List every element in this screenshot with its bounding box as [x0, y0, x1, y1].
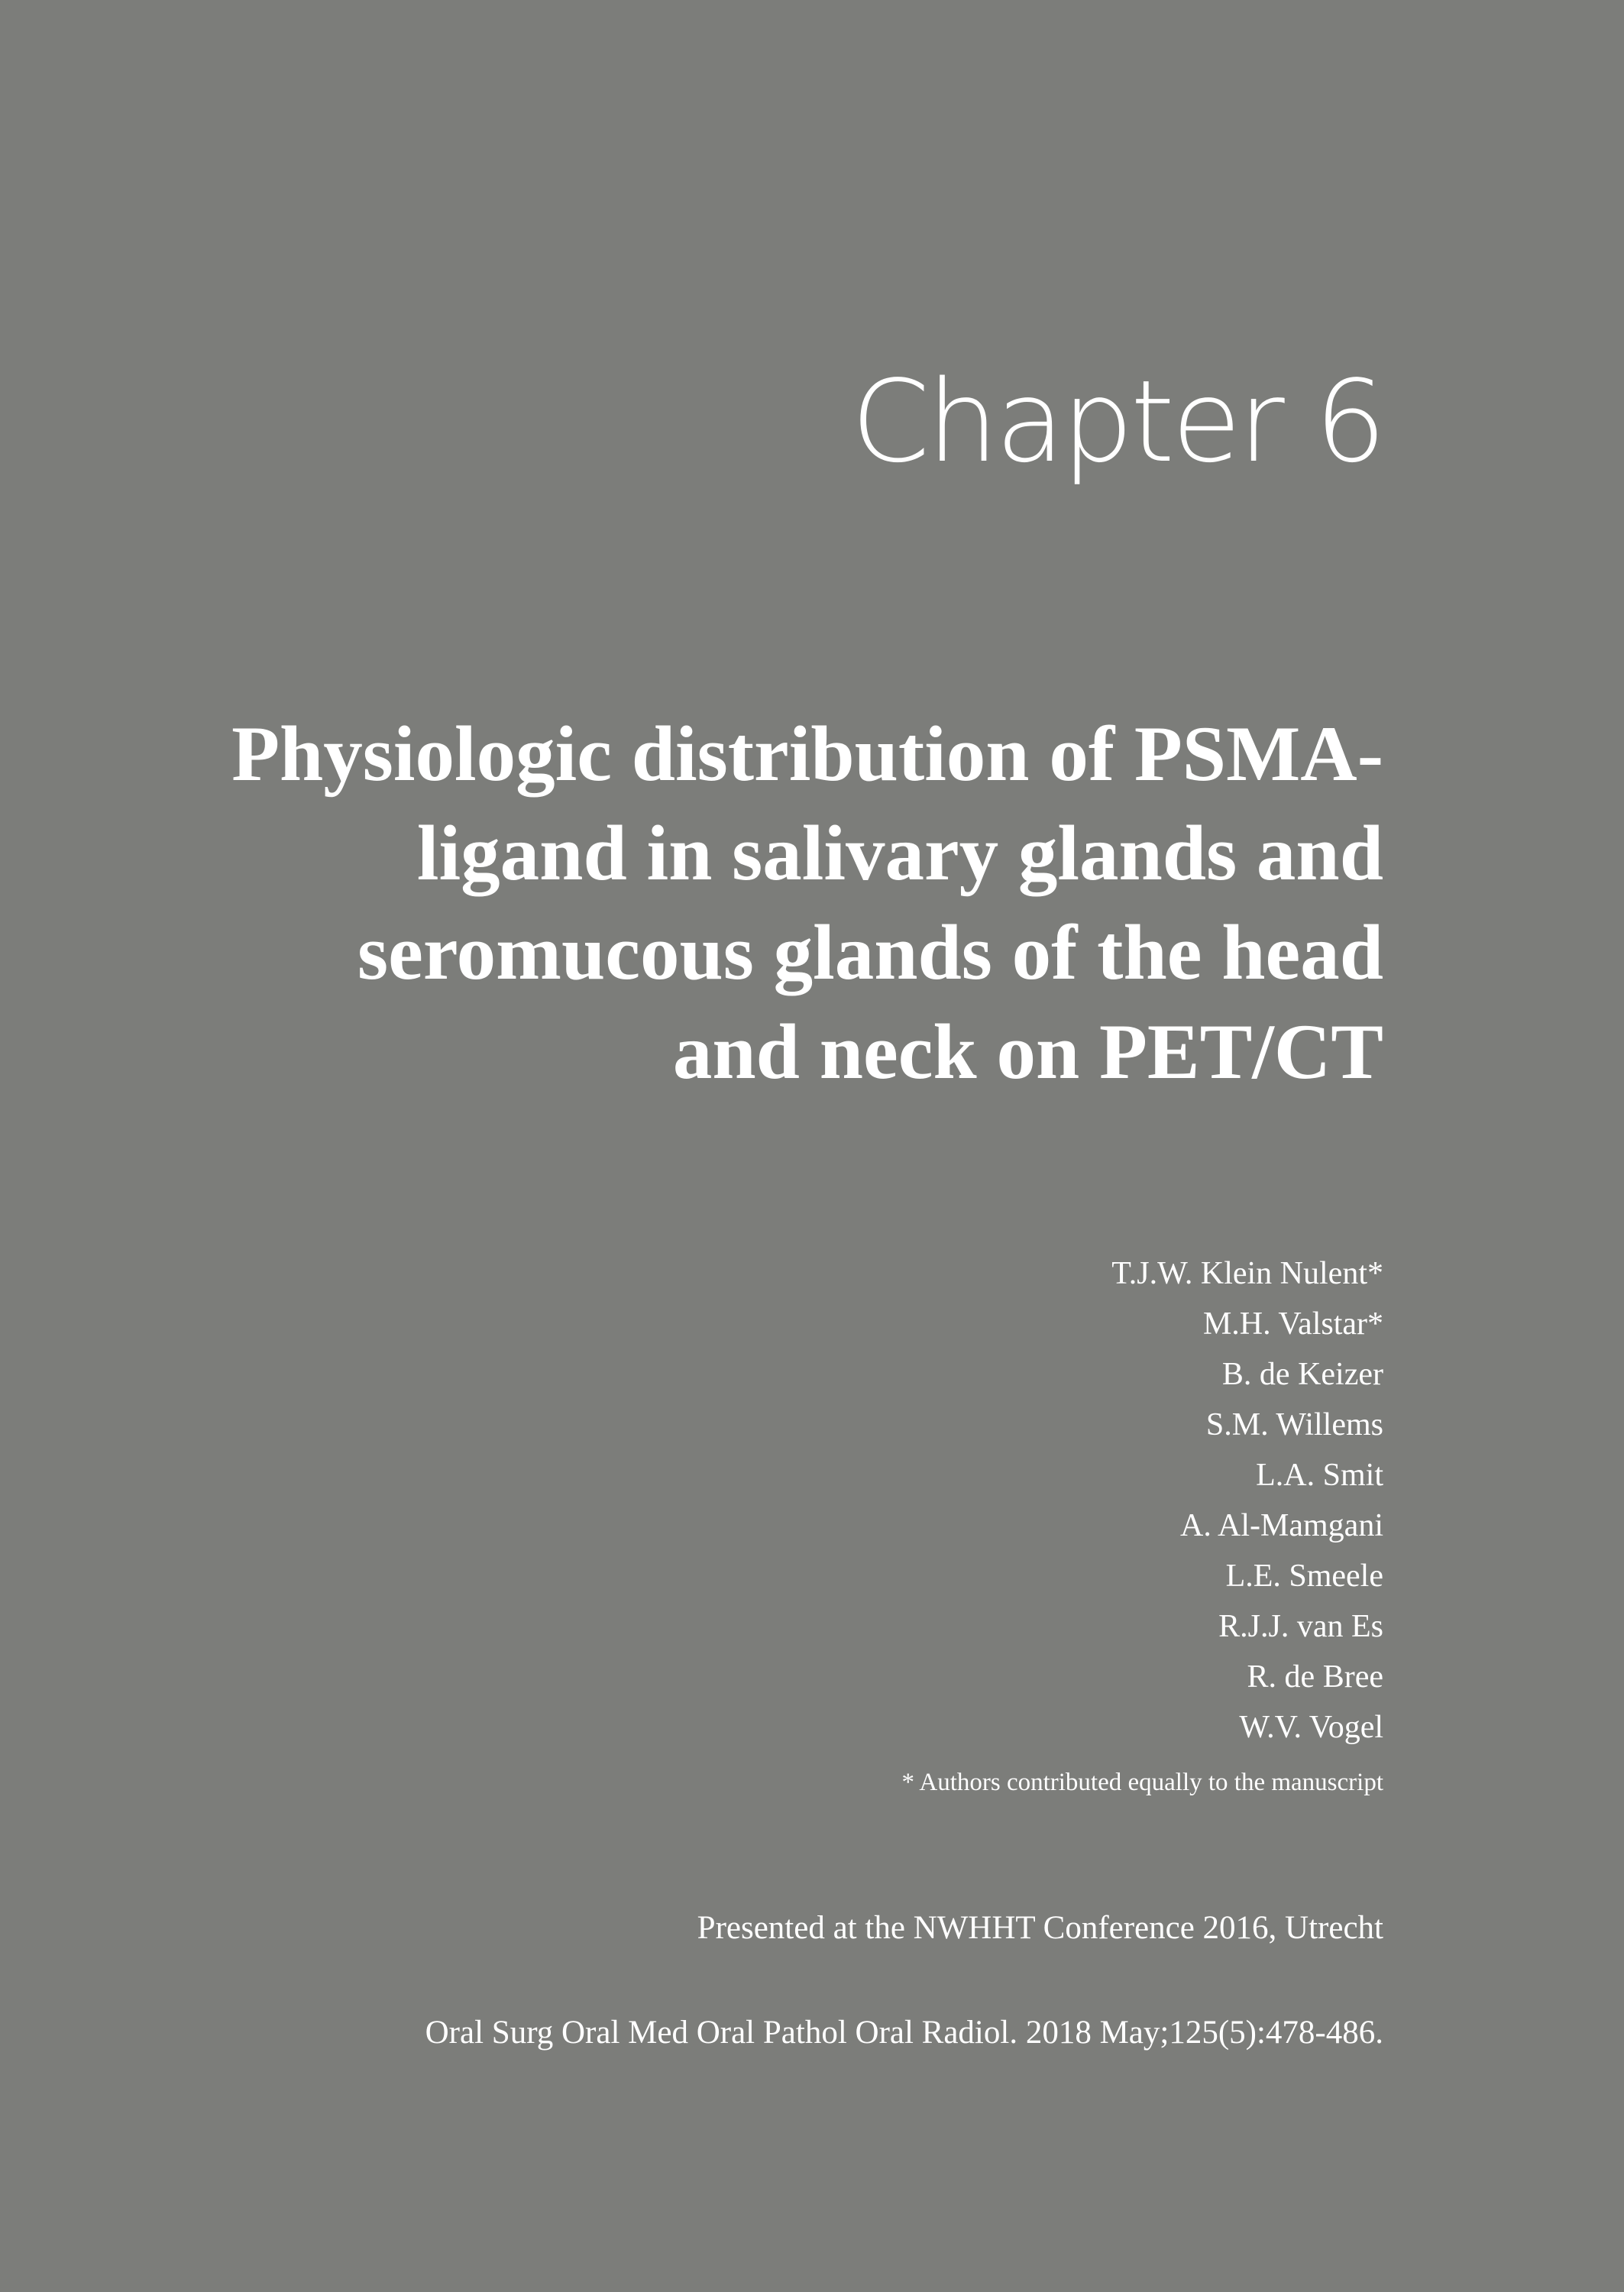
article-title-line: Physiologic distribution of PSMA- — [231, 711, 1383, 798]
author-name: M.H. Valstar* — [1202, 1306, 1383, 1342]
author-name: L.E. Smeele — [1225, 1559, 1383, 1594]
author-name: T.J.W. Klein Nulent* — [1111, 1256, 1383, 1291]
author-name: R.J.J. van Es — [1218, 1609, 1383, 1644]
article-title-line: seromucous glands of the head — [357, 909, 1383, 996]
author-name: B. de Keizer — [1221, 1357, 1383, 1392]
author-name: W.V. Vogel — [1239, 1710, 1383, 1745]
article-title-line: and neck on PET/CT — [672, 1008, 1383, 1096]
article-title-line: ligand in salivary glands and — [416, 810, 1383, 897]
chapter-heading: Chapter 6 — [851, 356, 1383, 487]
equal-contribution-footnote: * Authors contributed equally to the manuscript — [901, 1769, 1383, 1796]
author-name: L.A. Smit — [1256, 1458, 1383, 1493]
author-name: R. de Bree — [1247, 1659, 1383, 1695]
presentation-note: Presented at the NWHHT Conference 2016, Utrecht — [697, 1910, 1383, 1946]
author-name: A. Al-Mamgani — [1180, 1508, 1383, 1543]
author-name: S.M. Willems — [1205, 1407, 1383, 1442]
journal-citation: Oral Surg Oral Med Oral Pathol Oral Radiol. 2018 May;125(5):478-486. — [425, 2015, 1383, 2051]
author-list — [1111, 1248, 1383, 1753]
article-title — [192, 704, 1383, 1102]
